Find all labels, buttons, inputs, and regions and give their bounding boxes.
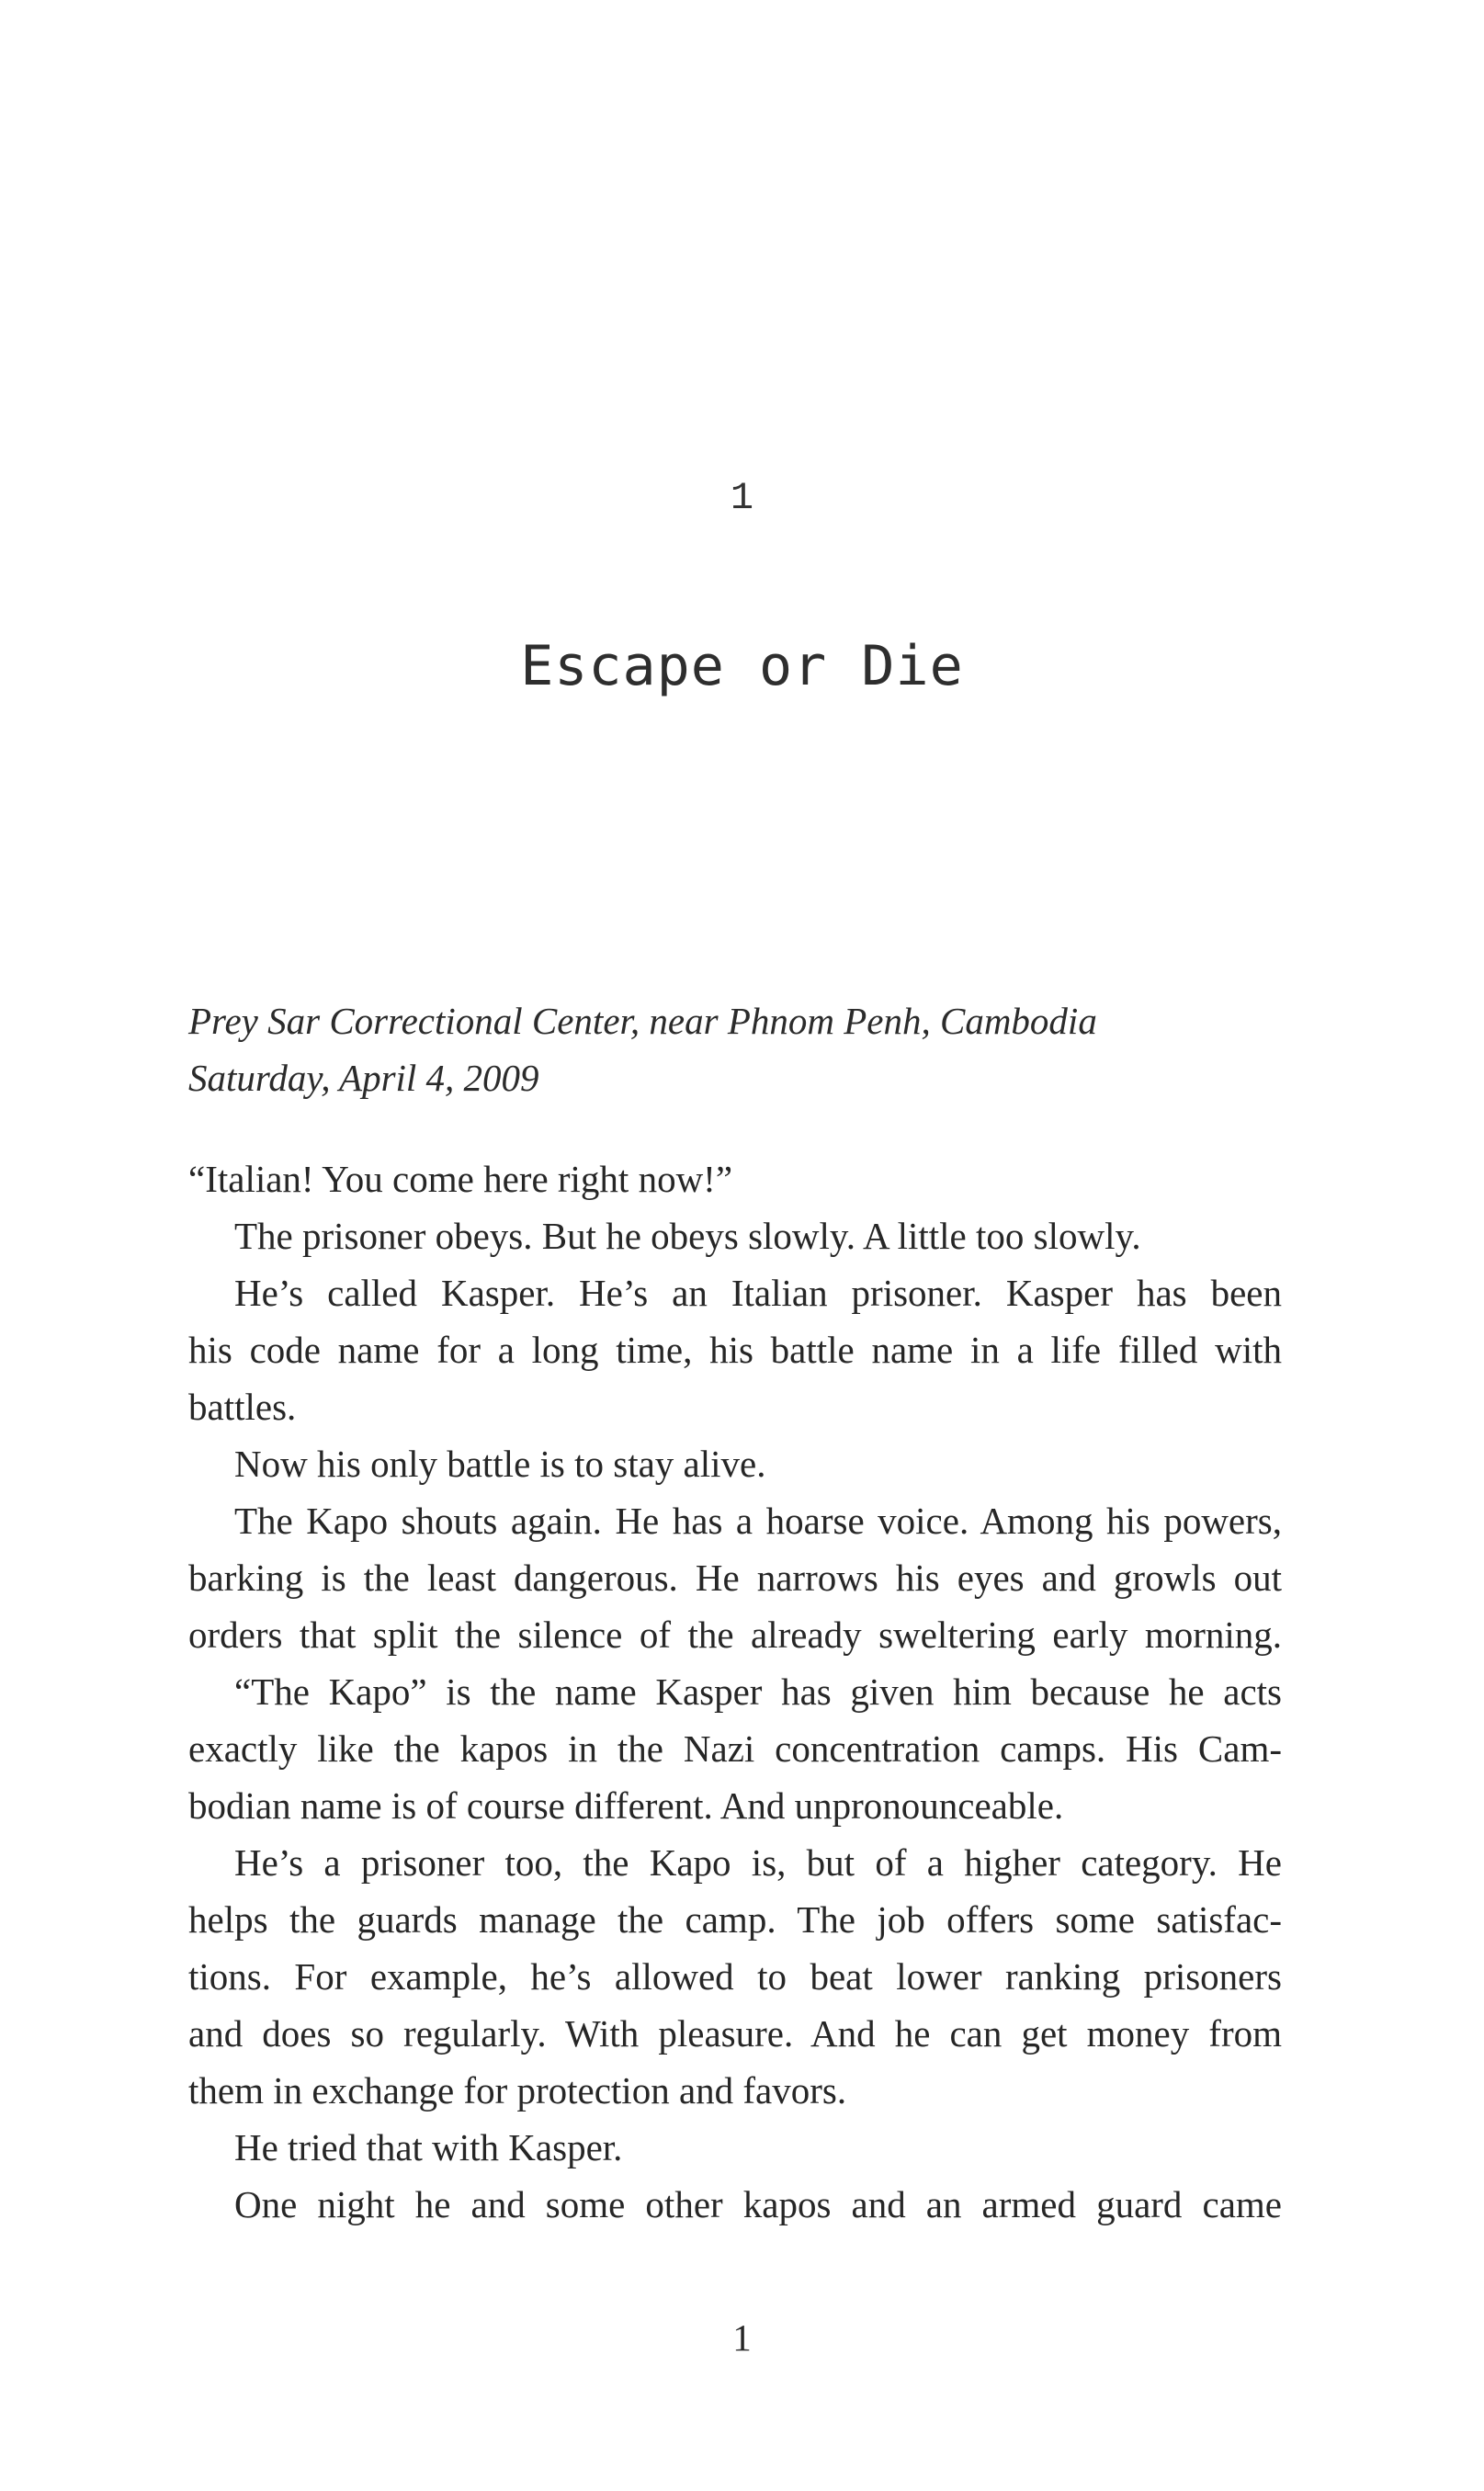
text-line: tions. For example, he’s allowed to beat lower ranking prisoners: [188, 1955, 1282, 1998]
text-line: The prisoner obeys. But he obeys slowly. A little too slowly.: [234, 1215, 1141, 1257]
text-line: helps the guards manage the camp. The job offers some satisfac-: [188, 1898, 1282, 1941]
setting-place: Prey Sar Correctional Center, near Phnom Penh, Cambodia: [188, 1000, 1097, 1042]
setting-block: [188, 992, 1097, 1106]
text-line: “The Kapo” is the name Kasper has given him because he acts: [234, 1670, 1282, 1713]
text-line: them in exchange for protection and favors.: [188, 2069, 847, 2112]
chapter-title: Escape or Die: [520, 634, 964, 698]
body-text: [188, 1150, 1282, 2233]
text-line: bodian name is of course different. And unpronounceable.: [188, 1784, 1064, 1827]
text-line: One night he and some other kapos and an armed guard came: [234, 2183, 1282, 2225]
text-line: “Italian! You come here right now!”: [188, 1158, 733, 1200]
text-line: Now his only battle is to stay alive.: [234, 1443, 766, 1485]
text-line: his code name for a long time, his battle name in a life filled with: [188, 1329, 1282, 1371]
text-line: barking is the least dangerous. He narrows his eyes and growls out: [188, 1557, 1282, 1599]
page-number: 1: [732, 2316, 752, 2359]
text-line: He’s a prisoner too, the Kapo is, but of a higher category. He: [234, 1841, 1282, 1884]
text-line: and does so regularly. With pleasure. And he can get money from: [188, 2012, 1282, 2055]
text-line: He tried that with Kasper.: [234, 2126, 623, 2168]
text-line: He’s called Kasper. He’s an Italian prisoner. Kasper has been: [234, 1272, 1282, 1314]
text-line: The Kapo shouts again. He has a hoarse voice. Among his powers,: [234, 1500, 1282, 1542]
text-line: exactly like the kapos in the Nazi concentration camps. His Cam-: [188, 1727, 1282, 1770]
chapter-number: 1: [730, 476, 754, 520]
text-line: orders that split the silence of the already sweltering early morning.: [188, 1613, 1282, 1656]
text-line: battles.: [188, 1386, 297, 1428]
setting-date: Saturday, April 4, 2009: [188, 1057, 539, 1099]
